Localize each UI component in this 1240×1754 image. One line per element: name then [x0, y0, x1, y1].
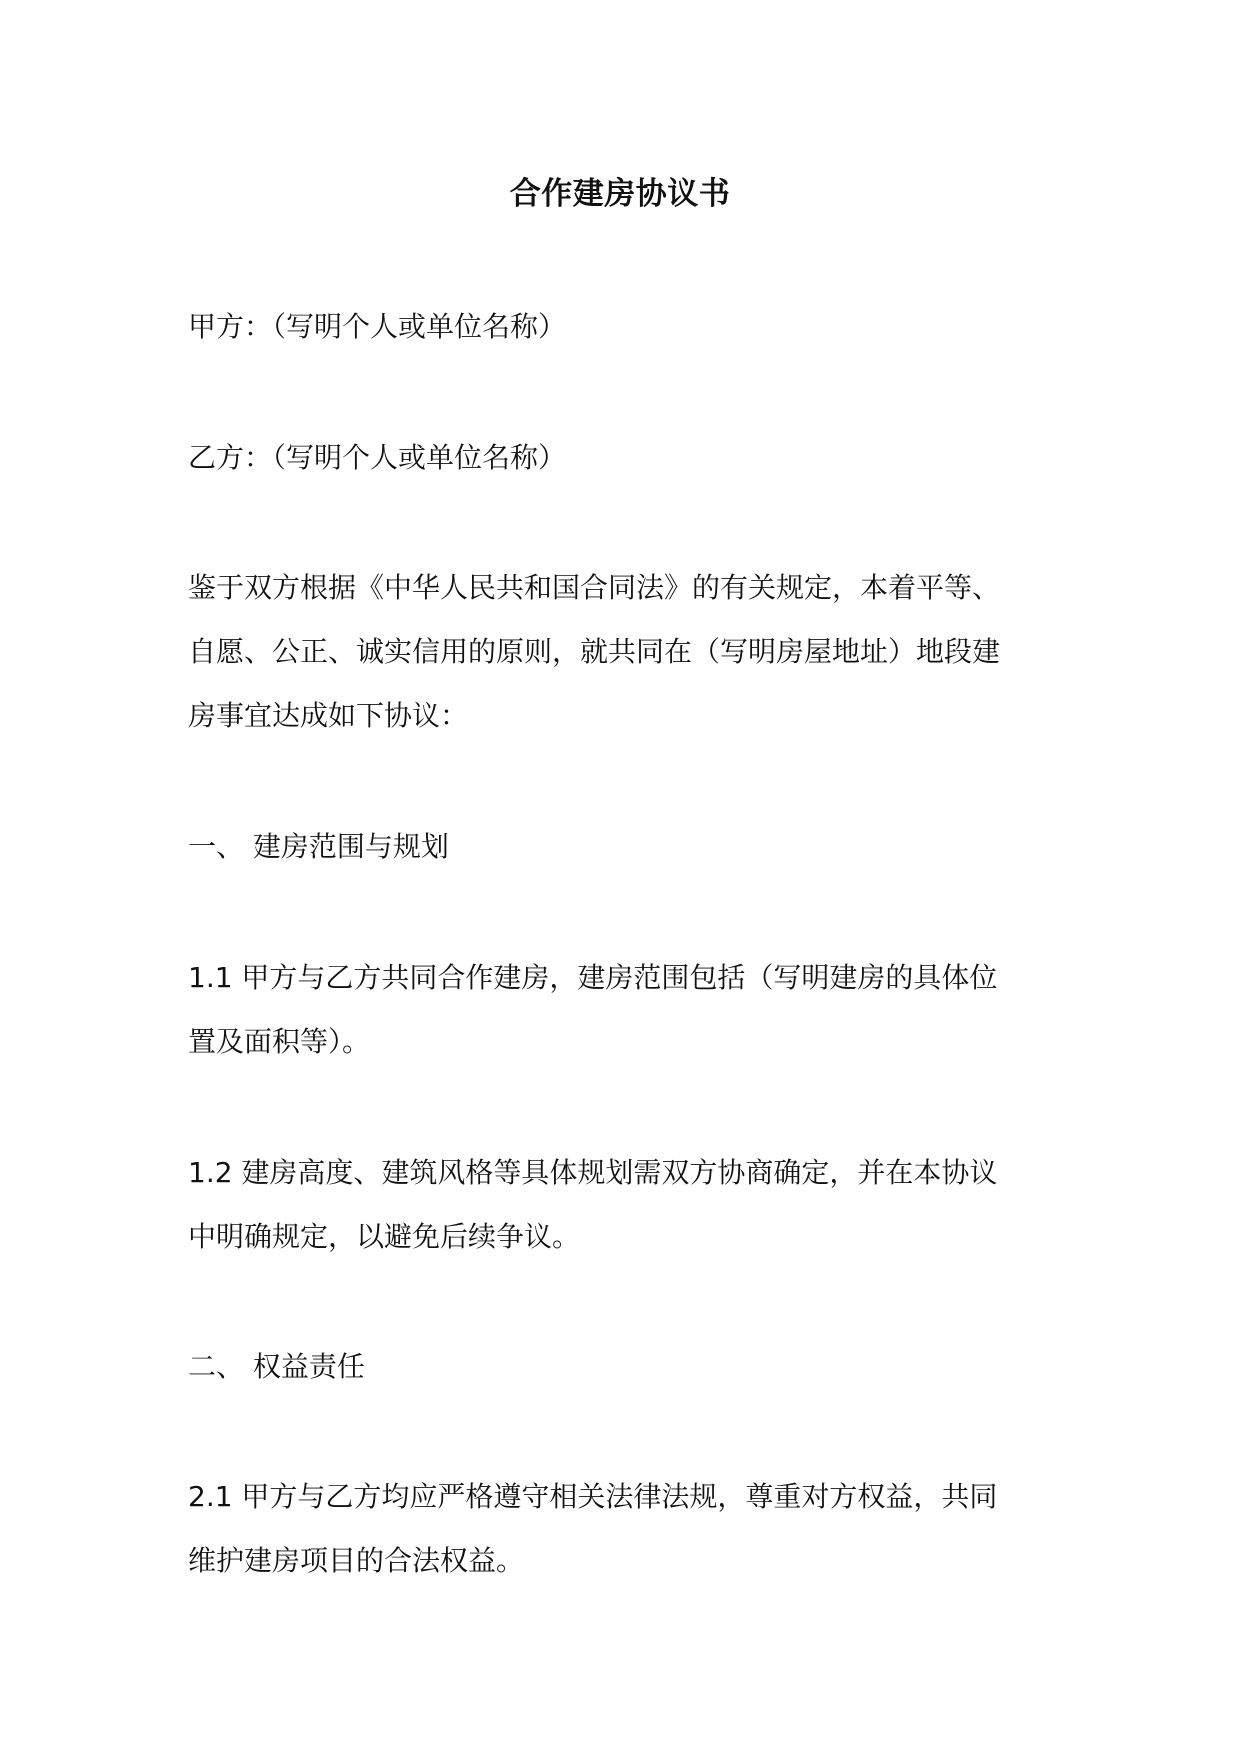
preamble-paragraph — [188, 556, 1058, 748]
clause-2-1-line: 2.1 甲方与乙方均应严格遵守相关法律法规，尊重对方权益，共同 — [188, 1480, 998, 1513]
party-a-line — [188, 295, 1058, 359]
section-1-heading-text: 一、 建房范围与规划 — [188, 830, 449, 863]
section-2-heading-text: 二、 权益责任 — [188, 1350, 365, 1383]
clause-1-1 — [188, 946, 1058, 1074]
section-2-heading — [188, 1335, 1058, 1399]
clause-1-2 — [188, 1141, 1058, 1269]
preamble-line: 鉴于双方根据《中华人民共和国合同法》的有关规定，本着平等、 — [188, 571, 1001, 604]
party-b-text: 乙方：（写明个人或单位名称） — [188, 441, 567, 474]
preamble-line: 房事宜达成如下协议： — [188, 699, 469, 732]
clause-1-1-line: 置及面积等）。 — [188, 1025, 371, 1058]
party-a-text: 甲方：（写明个人或单位名称） — [188, 310, 567, 343]
preamble-line: 自愿、公正、诚实信用的原则，就共同在（写明房屋地址）地段建 — [188, 635, 1001, 668]
party-b-line — [188, 426, 1058, 490]
clause-1-1-line: 1.1 甲方与乙方共同合作建房，建房范围包括（写明建房的具体位 — [188, 961, 998, 994]
document-title: 合作建房协议书 — [509, 176, 731, 212]
clause-2-1 — [188, 1465, 1058, 1593]
clause-2-1-line: 维护建房项目的合法权益。 — [188, 1544, 525, 1577]
clause-1-2-line: 1.2 建房高度、建筑风格等具体规划需双方协商确定，并在本协议 — [188, 1156, 998, 1189]
clause-1-2-line: 中明确规定，以避免后续争议。 — [188, 1220, 581, 1253]
section-1-heading — [188, 815, 1058, 879]
